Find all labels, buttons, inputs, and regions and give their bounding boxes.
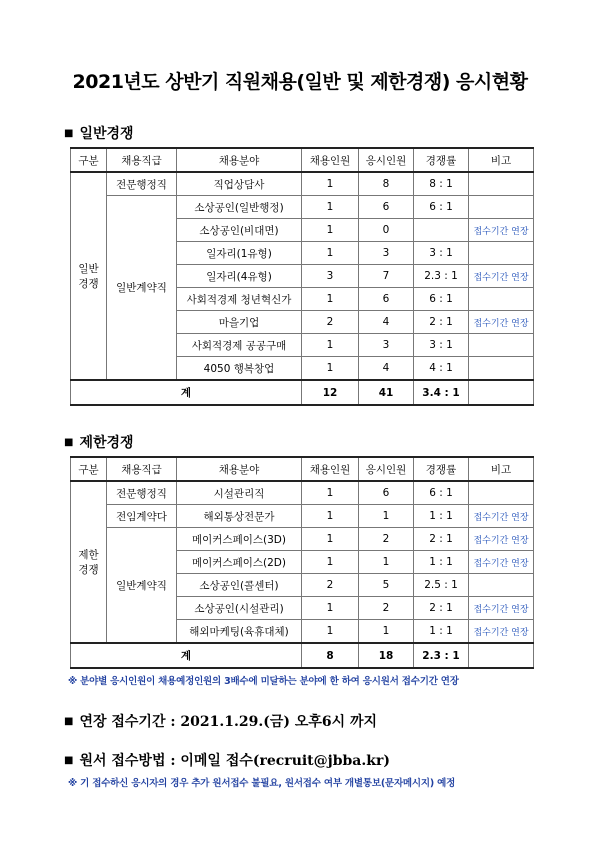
ratio-cell: 6 : 1 (414, 196, 469, 219)
hire-count-cell: 1 (302, 551, 359, 574)
column-header: 구분 (71, 148, 107, 172)
field-cell: 소상공인(일반행정) (177, 196, 302, 219)
applicant-count-cell: 4 (359, 311, 414, 334)
hire-count-cell: 1 (302, 528, 359, 551)
column-header: 경쟁률 (414, 457, 469, 481)
section-title: 제한경쟁 (79, 435, 134, 451)
hire-count-cell: 1 (302, 196, 359, 219)
column-header: 채용인원 (302, 148, 359, 172)
total-row (71, 643, 534, 668)
hire-count-cell: 1 (302, 334, 359, 357)
hire-count-cell: 1 (302, 357, 359, 381)
field-cell: 4050 행복창업 (177, 357, 302, 381)
ratio-cell: 6 : 1 (414, 288, 469, 311)
applicant-count-cell: 8 (359, 172, 414, 196)
table-row (71, 196, 534, 219)
remark-cell: 접수기간 연장 (469, 597, 534, 620)
ratio-cell: 1 : 1 (414, 505, 469, 528)
hire-count-cell: 1 (302, 505, 359, 528)
column-header: 응시인원 (359, 457, 414, 481)
table-row (71, 172, 534, 196)
total-ratio: 3.4 : 1 (414, 380, 469, 405)
table-row (71, 481, 534, 505)
ratio-cell: 2.5 : 1 (414, 574, 469, 597)
remark-cell (469, 574, 534, 597)
ratio-cell: 8 : 1 (414, 172, 469, 196)
limited-competition-table (70, 456, 534, 669)
bullet-icon: ■ (64, 437, 74, 448)
applicant-count-cell: 6 (359, 288, 414, 311)
field-cell: 메이커스페이스(2D) (177, 551, 302, 574)
hire-count-cell: 1 (302, 288, 359, 311)
remark-cell (469, 357, 534, 381)
table-row (71, 528, 534, 551)
total-remark (469, 643, 534, 668)
total-ratio: 2.3 : 1 (414, 643, 469, 668)
hire-count-cell: 1 (302, 172, 359, 196)
field-cell: 해외통상전문가 (177, 505, 302, 528)
total-hire: 8 (302, 643, 359, 668)
applicant-count-cell: 6 (359, 481, 414, 505)
general-competition-table (70, 147, 534, 406)
rank-cell: 일반계약직 (107, 528, 177, 644)
ratio-cell: 3 : 1 (414, 242, 469, 265)
field-cell: 마을기업 (177, 311, 302, 334)
ratio-cell: 2 : 1 (414, 528, 469, 551)
total-hire: 12 (302, 380, 359, 405)
remark-cell: 접수기간 연장 (469, 311, 534, 334)
ratio-cell: 6 : 1 (414, 481, 469, 505)
applicant-count-cell: 1 (359, 620, 414, 644)
field-cell: 소상공인(비대면) (177, 219, 302, 242)
column-header: 비고 (469, 457, 534, 481)
applicant-count-cell: 2 (359, 597, 414, 620)
table-header-row (71, 148, 534, 172)
application-method (64, 750, 390, 770)
applicant-count-cell: 0 (359, 219, 414, 242)
applicant-count-cell: 1 (359, 551, 414, 574)
total-remark (469, 380, 534, 405)
total-apply: 41 (359, 380, 414, 405)
section-general-heading (64, 123, 134, 143)
total-apply: 18 (359, 643, 414, 668)
ratio-cell: 1 : 1 (414, 620, 469, 644)
hire-count-cell: 1 (302, 481, 359, 505)
total-label: 계 (71, 643, 302, 668)
column-header: 채용인원 (302, 457, 359, 481)
hire-count-cell: 3 (302, 265, 359, 288)
column-header: 구분 (71, 457, 107, 481)
page-title: 2021년도 상반기 직원채용(일반 및 제한경쟁) 응시현황 (72, 71, 528, 93)
column-header: 채용직급 (107, 457, 177, 481)
remark-cell (469, 172, 534, 196)
column-header: 채용분야 (177, 457, 302, 481)
ratio-cell: 2.3 : 1 (414, 265, 469, 288)
applicant-count-cell: 3 (359, 334, 414, 357)
rank-cell: 일반계약직 (107, 196, 177, 381)
remark-cell (469, 481, 534, 505)
applicant-count-cell: 6 (359, 196, 414, 219)
hire-count-cell: 1 (302, 242, 359, 265)
ratio-cell: 2 : 1 (414, 311, 469, 334)
applicant-count-cell: 2 (359, 528, 414, 551)
remark-cell: 접수기간 연장 (469, 505, 534, 528)
ratio-cell: 3 : 1 (414, 334, 469, 357)
application-method-text: 원서 접수방법 : 이메일 접수(recruit@jbba.kr) (79, 753, 390, 769)
extension-period (64, 711, 377, 731)
column-header: 채용분야 (177, 148, 302, 172)
hire-count-cell: 2 (302, 311, 359, 334)
applicant-count-cell: 7 (359, 265, 414, 288)
remark-cell: 접수기간 연장 (469, 620, 534, 644)
applicant-count-cell: 1 (359, 505, 414, 528)
ratio-cell: 4 : 1 (414, 357, 469, 381)
category-cell: 일반 경쟁 (71, 172, 107, 380)
ratio-cell (414, 219, 469, 242)
field-cell: 메이커스페이스(3D) (177, 528, 302, 551)
table-header-row (71, 457, 534, 481)
hire-count-cell: 2 (302, 574, 359, 597)
remark-cell: 접수기간 연장 (469, 219, 534, 242)
section-limited-heading (64, 432, 134, 452)
category-cell: 제한 경쟁 (71, 481, 107, 643)
hire-count-cell: 1 (302, 620, 359, 644)
hire-count-cell: 1 (302, 219, 359, 242)
hire-count-cell: 1 (302, 597, 359, 620)
column-header: 경쟁률 (414, 148, 469, 172)
field-cell: 소상공인(콜센터) (177, 574, 302, 597)
field-cell: 사회적경제 공공구매 (177, 334, 302, 357)
bullet-icon: ■ (64, 755, 74, 766)
remark-cell (469, 288, 534, 311)
column-header: 응시인원 (359, 148, 414, 172)
field-cell: 일자리(1유형) (177, 242, 302, 265)
remark-cell (469, 242, 534, 265)
rank-cell: 전임계약다 (107, 505, 177, 528)
rank-cell: 전문행정직 (107, 172, 177, 196)
column-header: 채용직급 (107, 148, 177, 172)
remark-cell (469, 196, 534, 219)
field-cell: 일자리(4유형) (177, 265, 302, 288)
remark-cell (469, 334, 534, 357)
field-cell: 해외마케팅(육휴대체) (177, 620, 302, 644)
extension-period-text: 연장 접수기간 : 2021.1.29.(금) 오후6시 까지 (79, 714, 378, 730)
ratio-cell: 2 : 1 (414, 597, 469, 620)
ratio-cell: 1 : 1 (414, 551, 469, 574)
total-row (71, 380, 534, 405)
remark-cell: 접수기간 연장 (469, 528, 534, 551)
applicant-count-cell: 4 (359, 357, 414, 381)
extension-note: ※ 분야별 응시인원이 채용예정인원의 3배수에 미달하는 분야에 한 하여 응시원서 접수기간 연장 (68, 676, 459, 687)
notification-note: ※ 기 접수하신 응시자의 경우 추가 원서접수 불필요, 원서접수 여부 개별통보(문자메시지) 예정 (68, 778, 456, 789)
table-row (71, 505, 534, 528)
bullet-icon: ■ (64, 128, 74, 139)
column-header: 비고 (469, 148, 534, 172)
field-cell: 소상공인(시설관리) (177, 597, 302, 620)
bullet-icon: ■ (64, 716, 74, 727)
applicant-count-cell: 3 (359, 242, 414, 265)
remark-cell: 접수기간 연장 (469, 551, 534, 574)
field-cell: 직업상담사 (177, 172, 302, 196)
total-label: 계 (71, 380, 302, 405)
remark-cell: 접수기간 연장 (469, 265, 534, 288)
field-cell: 시설관리직 (177, 481, 302, 505)
field-cell: 사회적경제 청년혁신가 (177, 288, 302, 311)
applicant-count-cell: 5 (359, 574, 414, 597)
section-title: 일반경쟁 (79, 126, 134, 142)
rank-cell: 전문행정직 (107, 481, 177, 505)
